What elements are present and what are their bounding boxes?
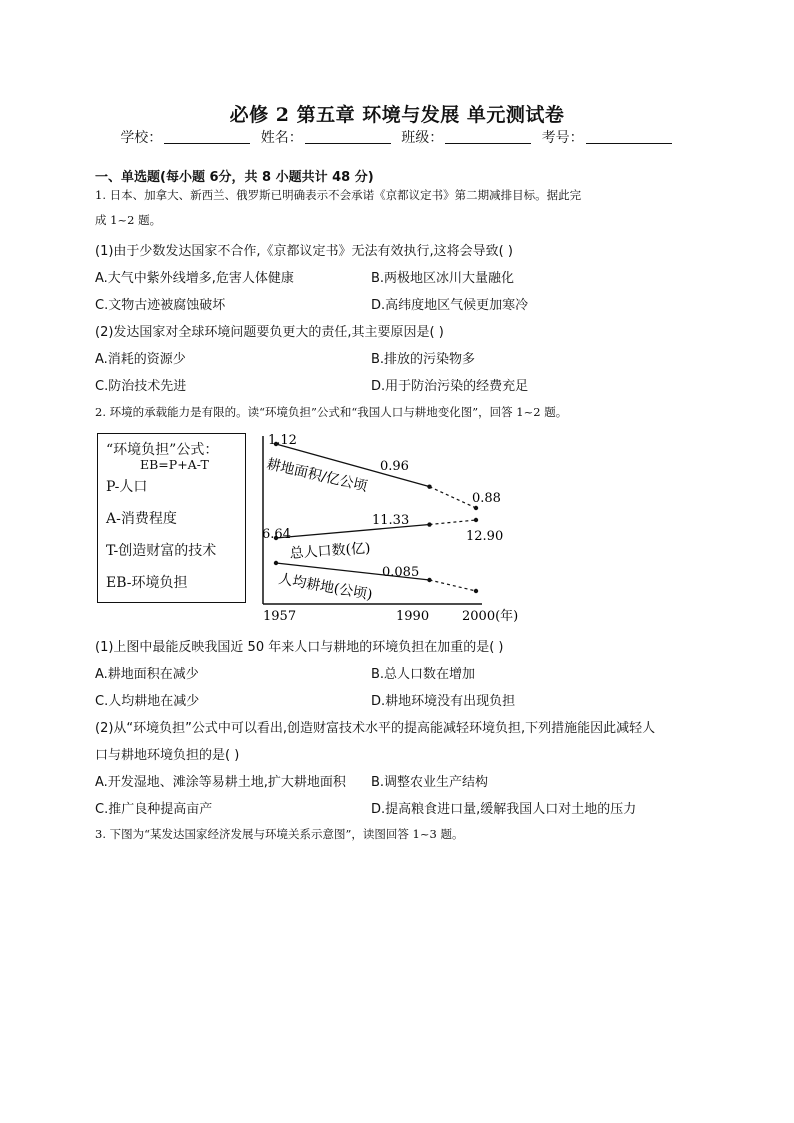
name-label: 姓名： [260, 130, 303, 146]
q2-stem: 2. 环境的承载能力是有限的。读“环境负担”公式和“我国人口与耕地变化图”，回答 1~2 题。 [95, 405, 568, 419]
data-point [474, 518, 478, 522]
data-label: 12.90 [466, 529, 504, 544]
series-name-label: 总人口数(亿) [289, 540, 372, 562]
q2-sub1-option-c[interactable]: C.人均耕地在减少 [95, 694, 200, 709]
series-name-label: 人均耕地(公顷) [277, 571, 374, 604]
q1-stem-line2: 成 1~2 题。 [95, 213, 162, 227]
data-point [427, 522, 431, 526]
formula-title: “环境负担”公式： [106, 442, 219, 458]
q2-sub2-option-c[interactable]: C.推广良种提高亩产 [95, 802, 213, 817]
population-farmland-chart [250, 430, 540, 625]
data-point [274, 561, 278, 565]
x-tick-label: 1990 [396, 609, 430, 624]
formula-equation: EB=P+A-T [140, 457, 209, 472]
class-blank[interactable] [445, 129, 531, 144]
x-tick-label: 2000(年) [462, 609, 519, 624]
q1-sub2: (2)发达国家对全球环境问题要负更大的责任,其主要原因是( ) [95, 325, 444, 340]
exam-no-blank[interactable] [586, 129, 672, 144]
school-label: 学校： [120, 130, 163, 146]
data-point [427, 578, 431, 582]
section-heading: 一、单选题(每小题 6分，共 8 小题共计 48 分) [95, 170, 374, 185]
q2-sub2-option-a[interactable]: A.开发湿地、滩涂等易耕土地,扩大耕地面积 [95, 775, 346, 790]
series-line-dashed [429, 580, 476, 591]
q2-sub1: (1)上图中最能反映我国近 50 年来人口与耕地的环境负担在加重的是( ) [95, 640, 504, 655]
data-label: 1.12 [268, 433, 297, 448]
q1-sub2-option-c[interactable]: C.防治技术先进 [95, 379, 187, 394]
q2-sub2-line2: 口与耕地环境负担的是( ) [95, 748, 240, 763]
q2-sub1-option-d[interactable]: D.耕地环境没有出现负担 [371, 694, 516, 709]
formula-box [97, 433, 246, 603]
q2-sub1-option-b[interactable]: B.总人口数在增加 [371, 667, 476, 682]
q2-sub2-line1: (2)从“环境负担”公式中可以看出,创造财富技术水平的提高能减轻环境负担,下列措施能因此减轻人 [95, 721, 656, 736]
q2-sub2-option-d[interactable]: D.提高粮食进口量,缓解我国人口对土地的压力 [371, 802, 637, 817]
q1-sub1: (1)由于少数发达国家不合作,《京都议定书》无法有效执行,这将会导致( ) [95, 244, 513, 259]
class-label: 班级： [401, 130, 444, 146]
name-blank[interactable] [305, 129, 391, 144]
series-line-dashed [429, 487, 476, 508]
q1-sub2-option-b[interactable]: B.排放的污染物多 [371, 352, 476, 367]
q1-stem-line1: 1. 日本、加拿大、新西兰、俄罗斯已明确表示不会承诺《京都议定书》第二期减排目标。据此完 [95, 188, 582, 202]
q1-sub2-option-a[interactable]: A.消耗的资源少 [95, 352, 186, 367]
q1-sub2-option-d[interactable]: D.用于防治污染的经费充足 [371, 379, 529, 394]
data-label: 11.33 [372, 513, 410, 528]
formula-p: P-人口 [106, 479, 148, 495]
q1-sub1-option-b[interactable]: B.两极地区冰川大量融化 [371, 271, 515, 286]
page-title: 必修 2 第五章 环境与发展 单元测试卷 [229, 104, 565, 126]
q2-sub2-option-b[interactable]: B.调整农业生产结构 [371, 775, 489, 790]
data-point [474, 506, 478, 510]
data-point [474, 589, 478, 593]
formula-t: T-创造财富的技术 [106, 543, 217, 559]
q1-sub1-option-d[interactable]: D.高纬度地区气候更加寒冷 [371, 298, 529, 313]
data-point [427, 484, 431, 488]
data-label: 6.64 [262, 527, 291, 542]
data-label: 0.085 [382, 565, 420, 580]
student-info-line [0, 127, 794, 147]
q2-sub1-option-a[interactable]: A.耕地面积在减少 [95, 667, 199, 682]
data-label: 0.96 [380, 459, 409, 474]
data-label: 0.88 [472, 491, 501, 506]
formula-eb: EB-环境负担 [106, 575, 188, 591]
school-blank[interactable] [164, 129, 250, 144]
series-name-label: 耕地面积/亿公顷 [265, 456, 369, 496]
q1-sub1-option-a[interactable]: A.大气中紫外线增多,危害人体健康 [95, 271, 294, 286]
q3-stem: 3. 下图为“某发达国家经济发展与环境关系示意图”，读图回答 1~3 题。 [95, 827, 464, 841]
series-line-dashed [429, 520, 476, 525]
formula-a: A-消费程度 [106, 511, 177, 527]
q1-sub1-option-c[interactable]: C.文物古迹被腐蚀破坏 [95, 298, 226, 313]
exam-no-label: 考号： [541, 130, 584, 146]
x-tick-label: 1957 [263, 609, 297, 624]
